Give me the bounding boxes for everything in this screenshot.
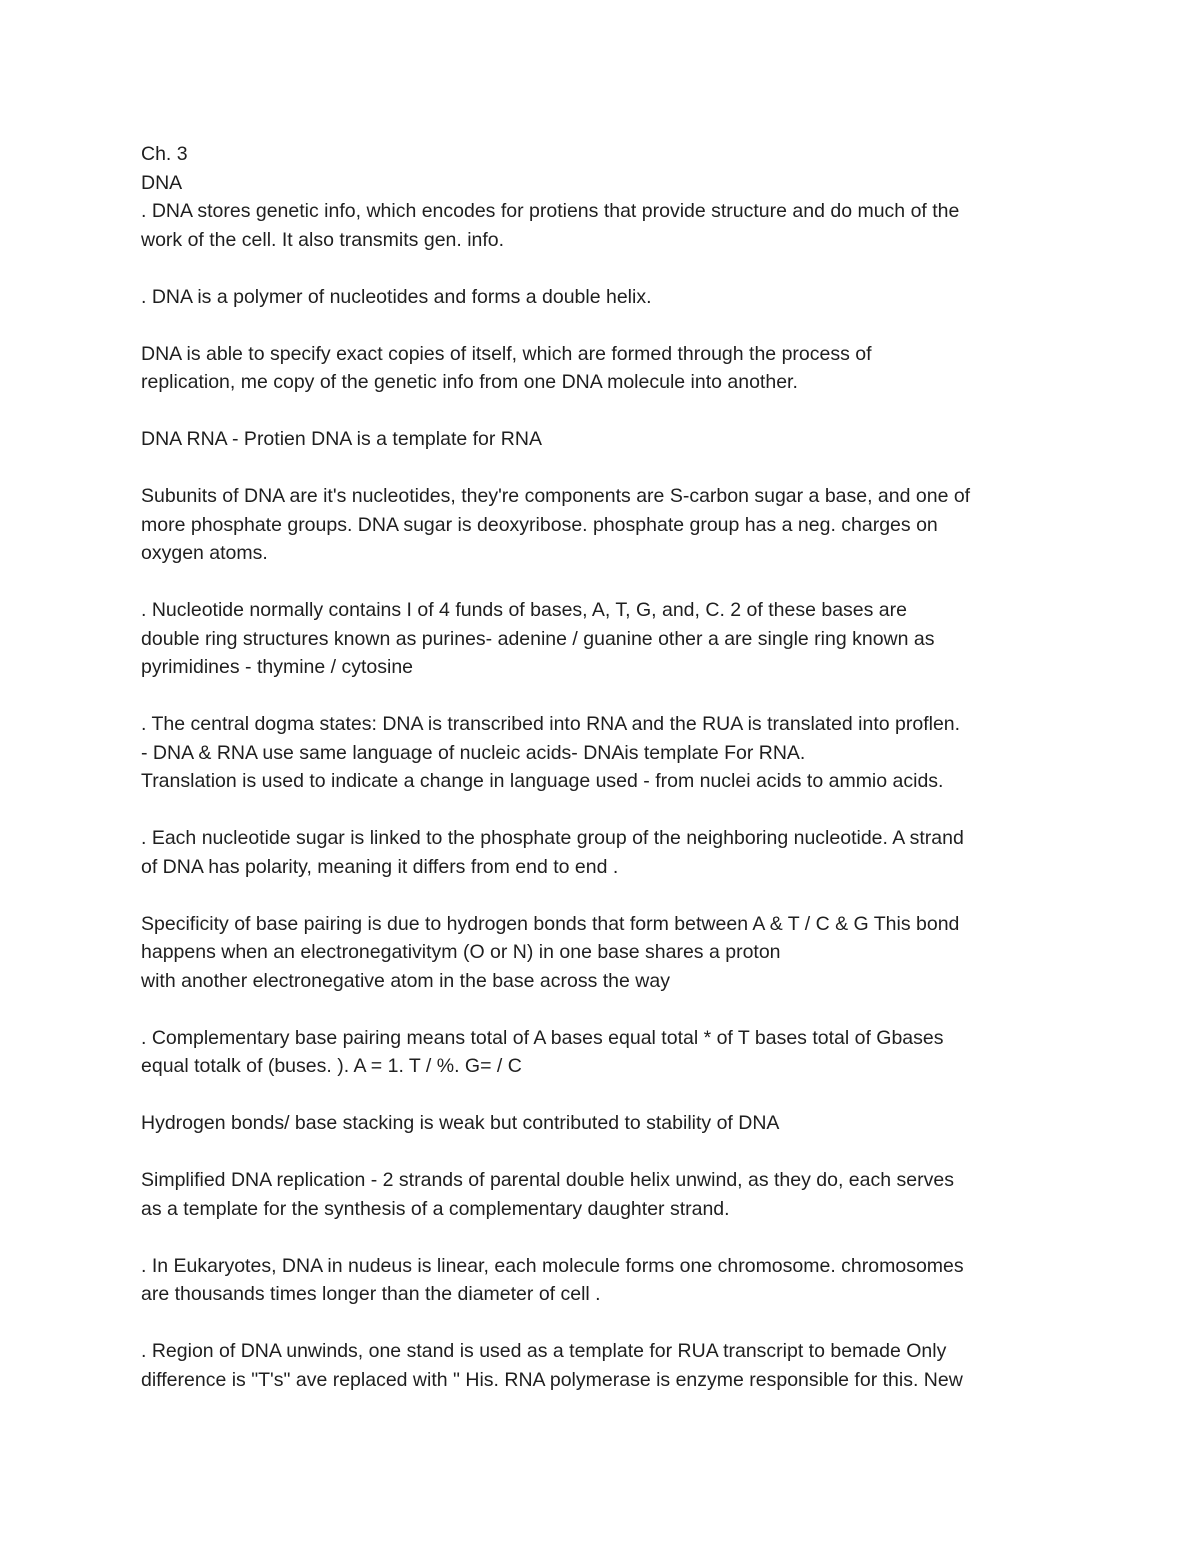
paragraph-subunits: [141, 482, 1081, 568]
document-body: [141, 140, 1081, 1394]
text-line: difference is "T's" ave replaced with " His. RNA polymerase is enzyme responsible for this. New: [141, 1368, 963, 1391]
paragraph-spacer: [141, 881, 1081, 910]
paragraph-spacer: [141, 568, 1081, 597]
paragraph-stability: [141, 1109, 1081, 1138]
text-line: DNA is able to specify exact copies of itself, which are formed through the process of: [141, 342, 872, 365]
text-line: more phosphate groups. DNA sugar is deoxyribose. phosphate group has a neg. charges on: [141, 513, 938, 536]
paragraph-spacer: [141, 454, 1081, 483]
text-line: - DNA & RNA use same language of nucleic acids- DNAis template For RNA.: [141, 741, 806, 764]
text-line: Simplified DNA replication - 2 strands of parental double helix unwind, as they do, each serves: [141, 1169, 954, 1191]
chapter-heading: Ch. 3: [141, 143, 188, 165]
text-line: with another electronegative atom in the base across the way: [141, 969, 670, 992]
paragraph-spacer: [141, 1223, 1081, 1252]
paragraph-base-pairing: [141, 910, 1081, 996]
paragraph-central-dogma: [141, 710, 1081, 796]
text-line: . DNA is a polymer of nucleotides and forms a double helix.: [141, 285, 652, 308]
text-line: DNA RNA - Protien DNA is a template for RNA: [141, 428, 542, 450]
paragraph-complementary: [141, 1024, 1081, 1081]
paragraph-spacer: [141, 1081, 1081, 1110]
paragraph-dna-polymer: [141, 283, 1081, 312]
text-line: are thousands times longer than the diameter of cell .: [141, 1283, 601, 1305]
text-line: double ring structures known as purines- adenine / guanine other a are single ring known as: [141, 627, 935, 650]
text-line: as a template for the synthesis of a complementary daughter strand.: [141, 1197, 730, 1220]
text-line: pyrimidines - thymine / cytosine: [141, 656, 414, 678]
paragraph-polarity: [141, 824, 1081, 881]
paragraph-dna-rna-protein: [141, 425, 1081, 454]
text-line: . Each nucleotide sugar is linked to the phosphate group of the neighboring nucleotide. A strand: [141, 827, 964, 849]
text-line: . Complementary base pairing means total of A bases equal total * of T bases total of Gbases: [141, 1026, 944, 1049]
text-line: . In Eukaryotes, DNA in nudeus is linear, each molecule forms one chromosome. chromosomes: [141, 1254, 964, 1277]
paragraph-replication: [141, 340, 1081, 397]
paragraph-spacer: [141, 1309, 1081, 1338]
text-line: replication, me copy of the genetic info from one DNA molecule into another.: [141, 371, 798, 393]
text-line: of DNA has polarity, meaning it differs from end to end .: [141, 855, 619, 878]
paragraph-simplified-replication: [141, 1166, 1081, 1223]
paragraph-spacer: [141, 397, 1081, 426]
text-line: . DNA stores genetic info, which encodes for protiens that provide structure and do much of the: [141, 200, 960, 222]
paragraph-spacer: [141, 311, 1081, 340]
text-line: . Region of DNA unwinds, one stand is used as a template for RUA transcript to bemade Only: [141, 1340, 947, 1362]
paragraph-transcription: [141, 1337, 1081, 1394]
paragraph-spacer: [141, 254, 1081, 283]
text-line: Specificity of base pairing is due to hydrogen bonds that form between A & T / C & G This bond: [141, 912, 960, 935]
text-line: work of the cell. It also transmits gen. info.: [141, 228, 505, 251]
text-line: oxygen atoms.: [141, 542, 268, 564]
paragraph-spacer: [141, 1138, 1081, 1167]
text-line: equal totalk of (buses. ). A = 1. T / %. G= / C: [141, 1055, 522, 1077]
text-line: . Nucleotide normally contains I of 4 funds of bases, A, T, G, and, C. 2 of these bases are: [141, 599, 907, 621]
text-line: happens when an electronegativitym (O or N) in one base shares a proton: [141, 941, 781, 963]
text-line: Hydrogen bonds/ base stacking is weak but contributed to stability of DNA: [141, 1112, 780, 1134]
paragraph-spacer: [141, 682, 1081, 711]
paragraph-eukaryotes: [141, 1252, 1081, 1309]
text-line: . The central dogma states: DNA is transcribed into RNA and the RUA is translated into proflen.: [141, 713, 961, 735]
topic-heading: DNA: [141, 171, 183, 194]
text-line: Translation is used to indicate a change in language used - from nuclei acids to ammio acids.: [141, 770, 944, 792]
paragraph-bases: [141, 596, 1081, 682]
text-line: Subunits of DNA are it's nucleotides, they're components are S-carbon sugar a base, and one of: [141, 485, 971, 507]
paragraph-spacer: [141, 796, 1081, 825]
paragraph-dna-function: [141, 197, 1081, 254]
paragraph-spacer: [141, 995, 1081, 1024]
